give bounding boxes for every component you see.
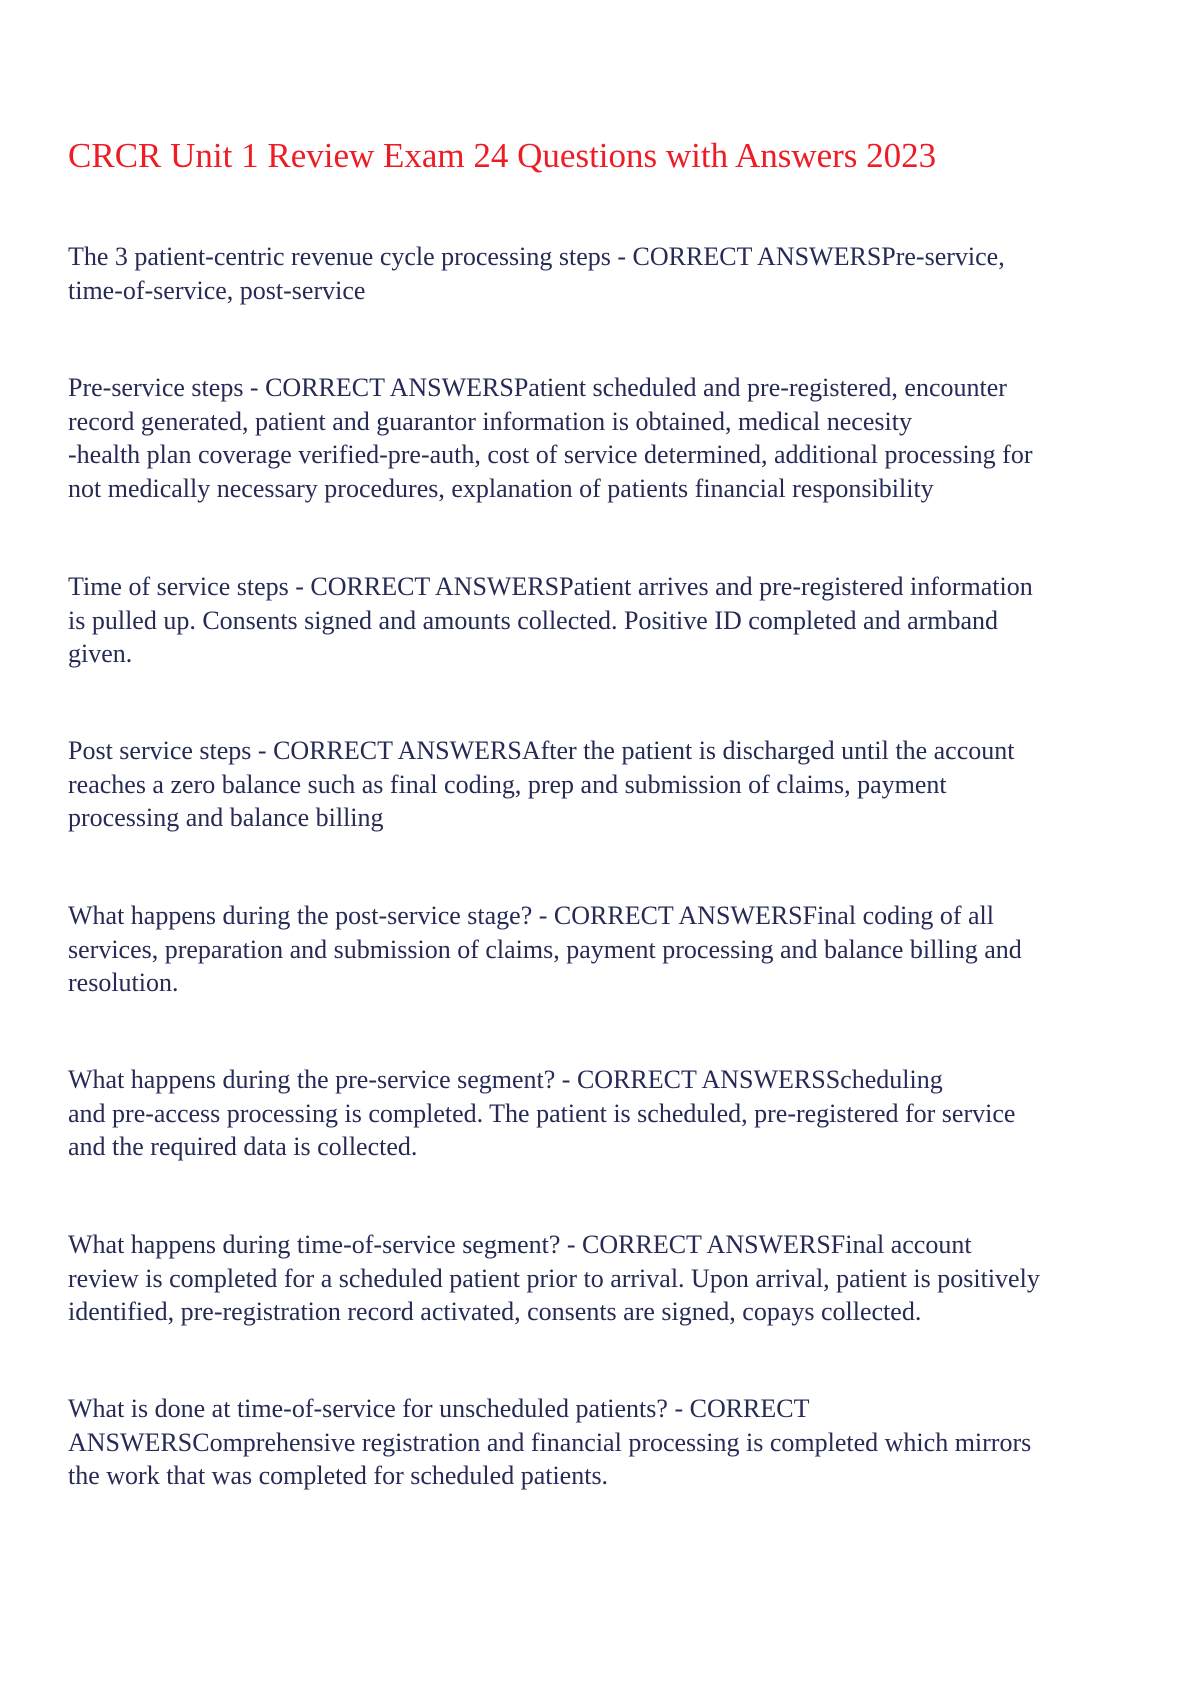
qa-item: Pre-service steps - CORRECT ANSWERSPatient scheduled and pre-registered, encounter record generated, patient and guarantor information is obtained, medical necesity -health plan coverage verified-pre-auth, cost of service determined, additional processing for not medically necessary procedures, explanation of patients financial responsibility xyxy=(68,373,1033,503)
qa-item: What is done at time-of-service for unscheduled patients? - CORRECT ANSWERSComprehensive registration and financial processing is completed which mirrors the work that was completed for scheduled patients. xyxy=(68,1394,1032,1490)
qa-item: Post service steps - CORRECT ANSWERSAfter the patient is discharged until the account reaches a zero balance such as final coding, prep and submission of claims, payment processing and balance billing xyxy=(68,736,1015,832)
document-title: CRCR Unit 1 Review Exam 24 Questions with Answers 2023 xyxy=(68,136,937,175)
qa-item: Time of service steps - CORRECT ANSWERSPatient arrives and pre-registered information is pulled up. Consents signed and amounts collected. Positive ID completed and armband given. xyxy=(68,572,1033,668)
qa-item: The 3 patient-centric revenue cycle processing steps - CORRECT ANSWERSPre-service, time-of-service, post-service xyxy=(68,242,1005,305)
qa-item: What happens during the post-service stage? - CORRECT ANSWERSFinal coding of all services, preparation and submission of claims, payment processing and balance billing and resolution. xyxy=(68,901,1022,997)
qa-item: What happens during time-of-service segment? - CORRECT ANSWERSFinal account review is completed for a scheduled patient prior to arrival. Upon arrival, patient is positively identified, pre-registration record activated, consents are signed, copays collected. xyxy=(68,1230,1040,1326)
qa-item: What happens during the pre-service segment? - CORRECT ANSWERSScheduling and pre-access processing is completed. The patient is scheduled, pre-registered for service and the required data is collected. xyxy=(68,1065,1016,1161)
